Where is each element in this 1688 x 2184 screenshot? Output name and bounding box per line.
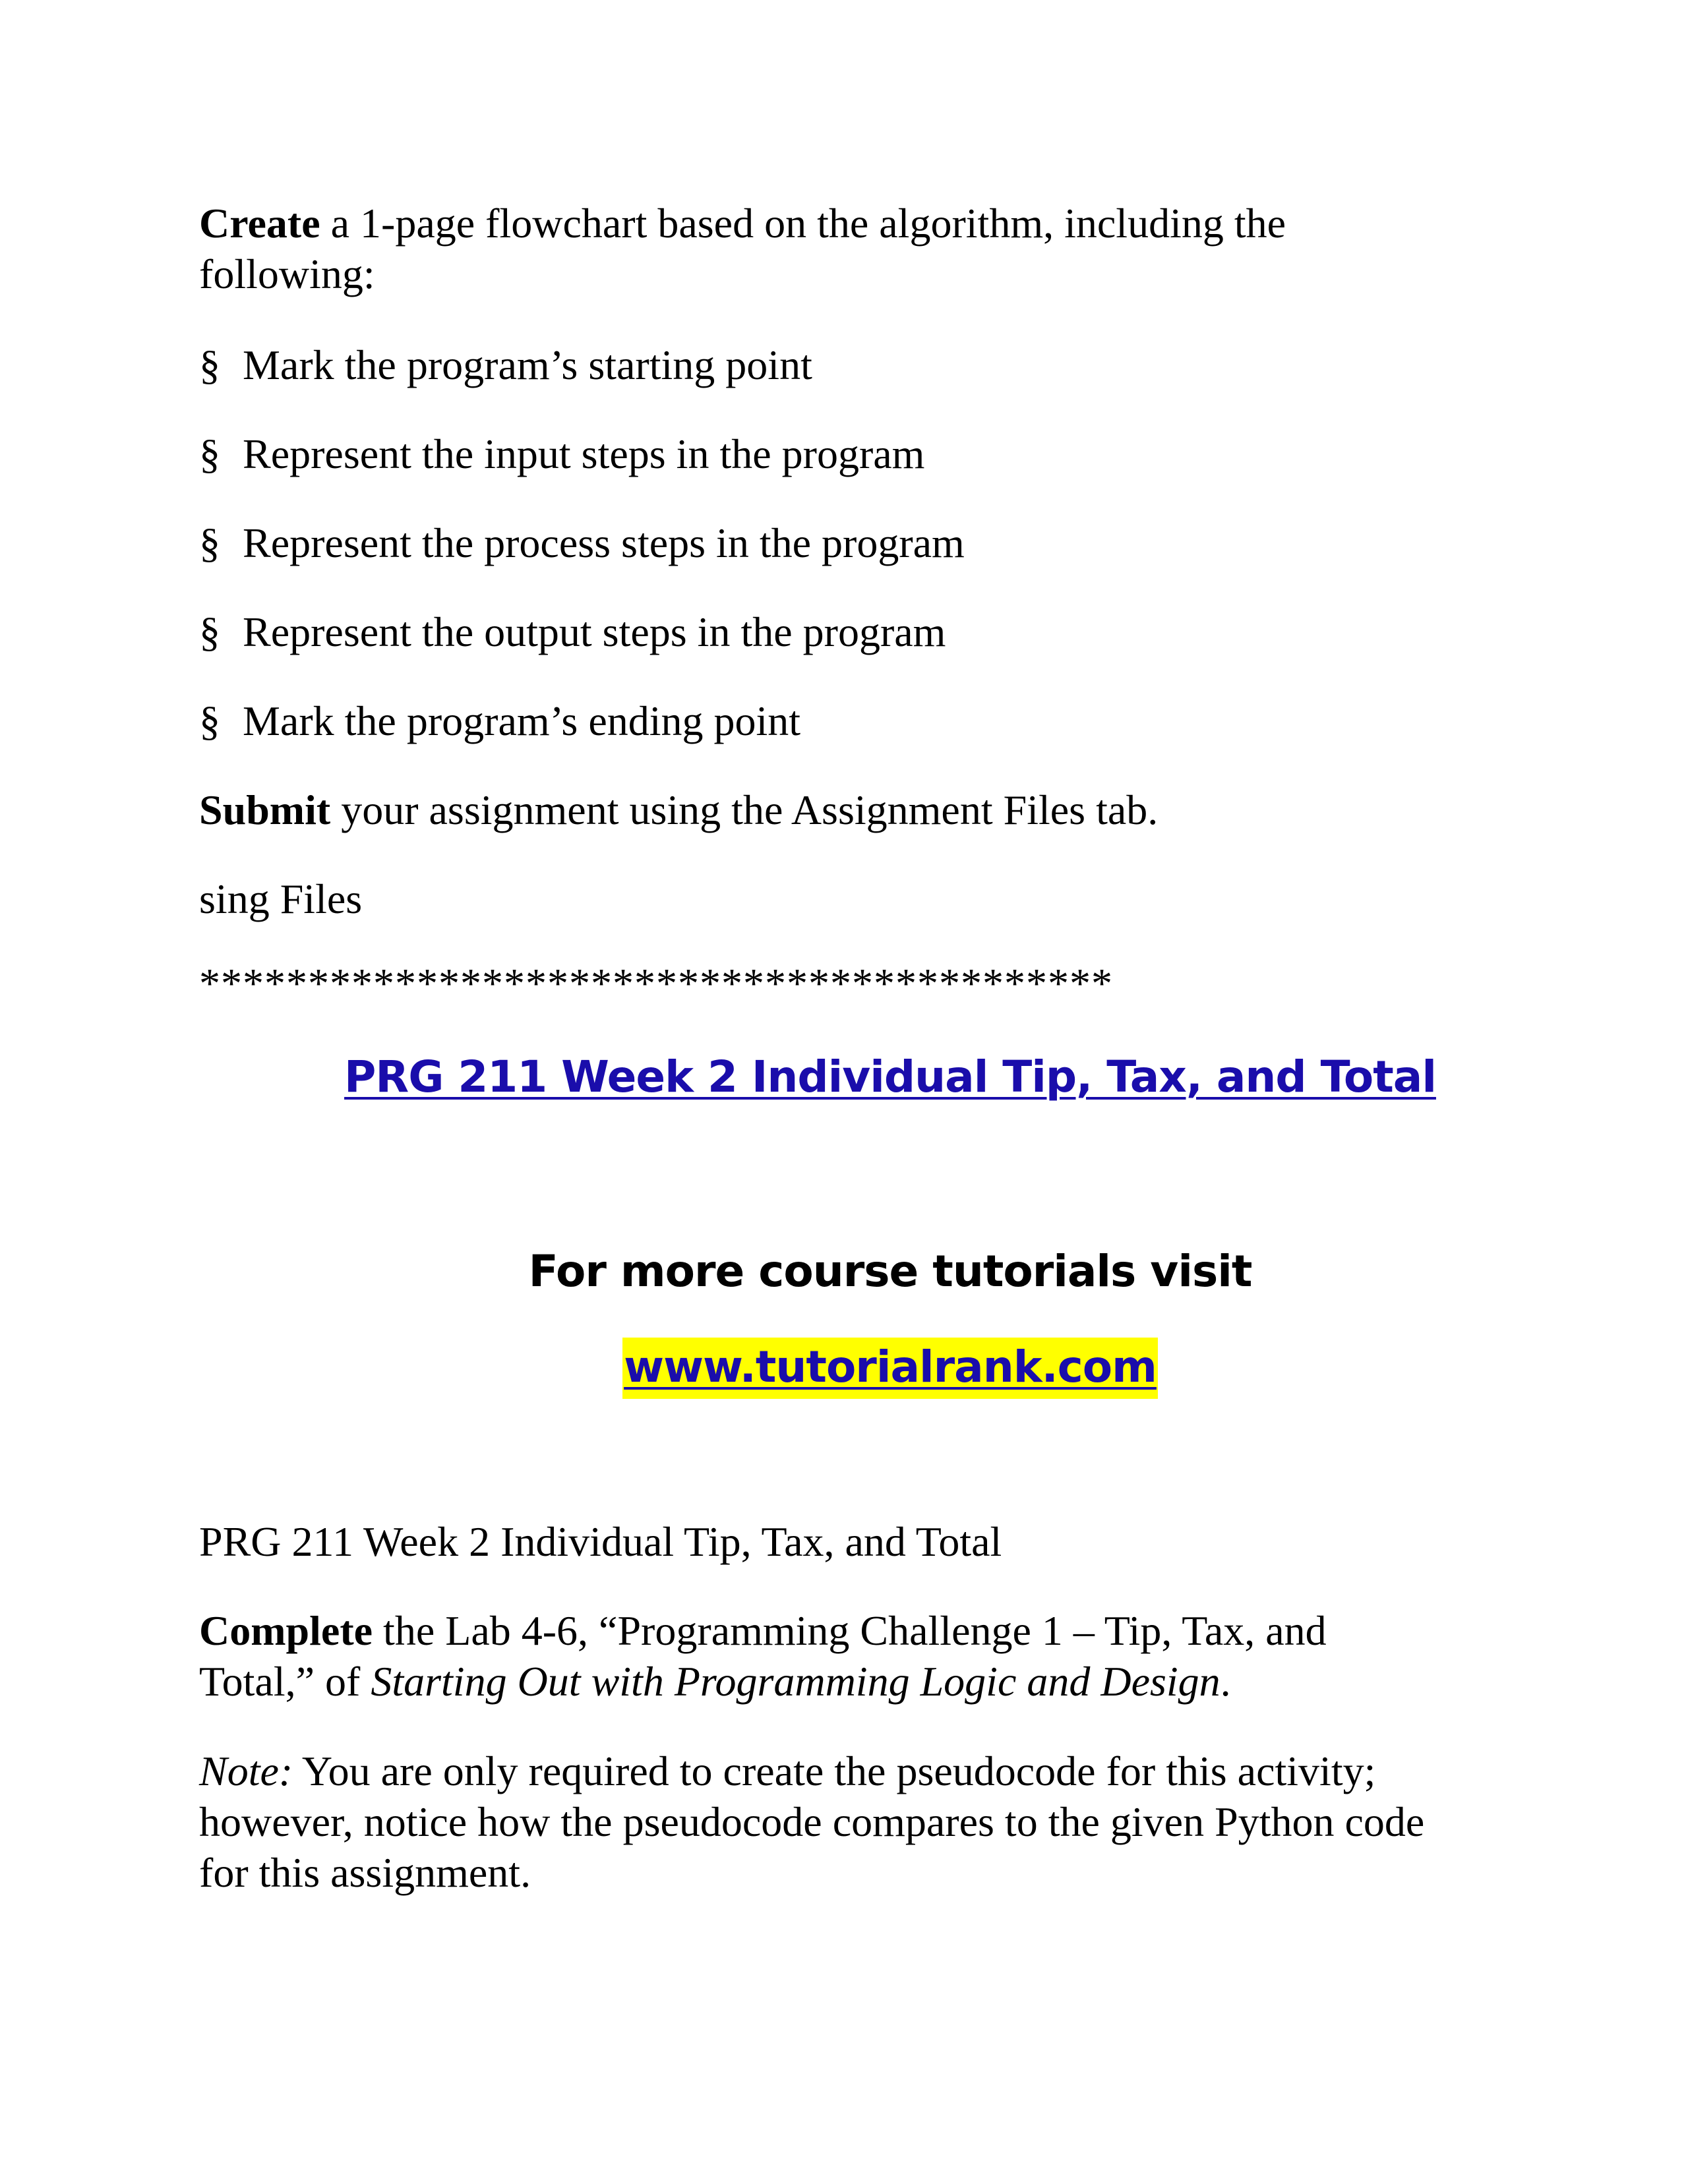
create-bold-word: Create <box>199 200 320 247</box>
submit-paragraph <box>199 784 1158 836</box>
section-sign-icon: § <box>199 608 220 655</box>
create-paragraph-line2: following: <box>199 251 375 297</box>
bullet-item <box>199 517 965 569</box>
create-line1-text: a 1-page flowchart based on the algorithm, including the <box>320 200 1286 247</box>
promo-text: For more course tutorials visit <box>528 1246 1252 1297</box>
section-sign-icon: § <box>199 697 220 744</box>
note-paragraph-line2: however, notice how the pseudocode compares to the given Python code <box>199 1798 1425 1845</box>
book-title: Starting Out with Programming Logic and Design <box>371 1658 1221 1705</box>
bullet-text: Represent the input steps in the program <box>243 430 925 477</box>
bullet-item <box>199 428 924 480</box>
course-heading-link[interactable]: PRG 211 Week 2 Individual Tip, Tax, and Total <box>344 1051 1436 1102</box>
complete-bold-word: Complete <box>199 1607 373 1654</box>
heading-link-row <box>0 1051 1688 1102</box>
section-title: PRG 211 Week 2 Individual Tip, Tax, and Total <box>199 1518 1002 1565</box>
submit-bold-word: Submit <box>199 786 331 833</box>
bullet-text: Mark the program’s starting point <box>243 341 812 388</box>
bullet-item <box>199 695 800 747</box>
bullet-text: Represent the output steps in the program <box>243 608 946 655</box>
note-line1-text: You are only required to create the pseudocode for this activity; <box>293 1748 1376 1794</box>
complete-paragraph-line2 <box>199 1656 1231 1707</box>
bullet-text: Mark the program’s ending point <box>243 697 801 744</box>
section-sign-icon: § <box>199 519 220 566</box>
note-paragraph-line3: for this assignment. <box>199 1849 531 1896</box>
section-sign-icon: § <box>199 341 220 388</box>
complete-line2-end: . <box>1220 1658 1231 1705</box>
tutorial-site-link[interactable]: www.tutorialrank.com <box>622 1338 1158 1399</box>
fragment-text: sing Files <box>199 875 363 922</box>
section-sign-icon: § <box>199 430 220 477</box>
complete-paragraph-line1 <box>199 1605 1327 1657</box>
promo-url-row <box>0 1342 1688 1392</box>
complete-line2-start: Total,” of <box>199 1658 371 1705</box>
note-label: Note: <box>199 1748 293 1794</box>
asterisk-separator: ****************************************** <box>199 960 1113 1007</box>
create-paragraph-line1 <box>199 198 1286 249</box>
submit-text: your assignment using the Assignment Files tab. <box>330 786 1159 833</box>
complete-line1-text: the Lab 4-6, “Programming Challenge 1 – Tip, Tax, and <box>373 1607 1327 1654</box>
bullet-text: Represent the process steps in the program <box>243 519 965 566</box>
bullet-item <box>199 606 946 658</box>
bullet-item <box>199 339 812 391</box>
note-paragraph-line1 <box>199 1746 1375 1797</box>
